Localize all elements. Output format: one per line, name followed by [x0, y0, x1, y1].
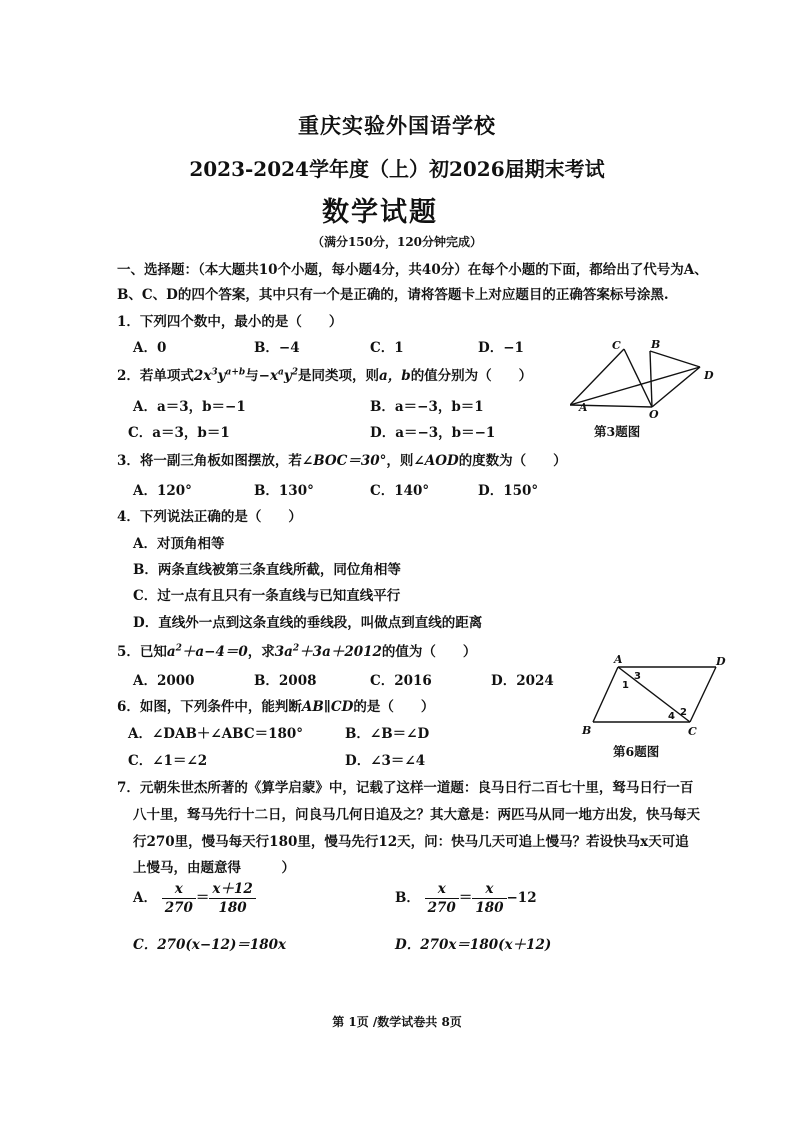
q2-option-a: A．a＝3，b＝−1 [133, 399, 246, 415]
q5-stem [117, 640, 476, 660]
q7-option-a-label: A． [133, 890, 157, 906]
fraction: $\frac{x}{270}$ [425, 880, 459, 917]
q7-line3: 行270里，慢马每天行180里，慢马先行12天，问：快马几天可追上慢马？若设快马x天可追 [133, 834, 689, 850]
q6-stem [117, 695, 434, 715]
label-angle-4: 4 [668, 711, 675, 722]
q5-expression: $3a^2+3a+2012$ [274, 643, 382, 660]
q4-option-d: D．直线外一点到这条直线的垂线段，叫做点到直线的距离 [133, 615, 483, 631]
q5-mid: ，求 [247, 644, 275, 660]
q5-tail: 的值为（ ） [381, 644, 477, 660]
q2-option-c: C．a＝3，b＝1 [128, 425, 230, 441]
q6-option-a: A．∠DAB＋∠ABC＝180° [128, 726, 303, 742]
q6-option-b: B．∠B＝∠D [345, 726, 430, 742]
q7-option-b: B． $\frac{x}{270}$ ＝ $\frac{x}{180}$ −12 [395, 881, 537, 916]
q6-option-c: C．∠1＝∠2 [128, 753, 208, 769]
q2-option-d: D．a＝−3，b＝−1 [370, 425, 496, 441]
label-C: C [688, 725, 697, 738]
page-footer: 第 1页 /数学试卷共 8页 [332, 1015, 462, 1029]
q7-line2: 八十里，驽马先行十二日，问良马几何日追及之？其大意是：两匹马从同一地方出发，快马每天 [133, 807, 700, 823]
school-name: 重庆实验外国语学校 [298, 113, 496, 138]
section-intro-line1: 一、选择题：（本大题共10个小题，每小题4分，共40分）在每个小题的下面，都给出了代号为A、 [117, 262, 708, 278]
line-OD [652, 367, 700, 407]
q2-mid: 与 [245, 368, 259, 384]
q5-condition: $a^2+a-4=0$ [166, 643, 248, 660]
line-DC [690, 667, 716, 722]
label-A: A [579, 401, 588, 414]
q1-option-a: A．0 [133, 340, 167, 356]
line-AB [593, 667, 618, 722]
q2-option-b: B．a＝−3，b＝1 [370, 399, 484, 415]
label-D: D [704, 369, 714, 382]
q4-option-b: B．两条直线被第三条直线所截，同位角相等 [133, 562, 401, 578]
q4-option-c: C．过一点有且只有一条直线与已知直线平行 [133, 588, 401, 604]
q3-stem-pre: 3．将一副三角板如图摆放，若 [117, 453, 302, 469]
label-angle-2: 2 [680, 707, 687, 718]
q5-option-d: D．2024 [491, 673, 554, 689]
label-B: B [582, 724, 592, 737]
q6-stem-post: 的是（ ） [353, 699, 435, 715]
q4-option-a: A．对顶角相等 [133, 536, 225, 552]
q6-figure-caption: 第6题图 [613, 744, 660, 759]
label-O: O [649, 408, 659, 421]
q5-option-a: A．2000 [133, 673, 195, 689]
q7-option-b-label: B． [395, 890, 420, 906]
fraction: $\frac{x}{270}$ [162, 880, 196, 917]
q5-number: 5． [117, 644, 140, 660]
q6-option-d: D．∠3＝∠4 [345, 753, 426, 769]
q3-stem [117, 449, 567, 469]
q7-option-c: C．270(x−12)＝180x [133, 937, 287, 953]
q2-expr1: $2x^3y^{a+b}$ [193, 367, 246, 384]
q7-line4: 上慢马，由题意得 ） [133, 860, 295, 876]
q2-pre: 若单项式 [139, 368, 194, 384]
q5-option-b: B．2008 [254, 673, 317, 689]
q6-parallel: AB∥CD [301, 699, 354, 715]
q2-ab: a，b [379, 368, 411, 384]
q3-option-d: D．150° [478, 483, 539, 499]
q6-stem-pre: 6．如图，下列条件中，能判断 [117, 699, 302, 715]
q2-expr2: $-x^ay^2$ [258, 367, 298, 384]
fraction: $\frac{x+12}{180}$ [209, 880, 255, 917]
q3-option-b: B．130° [254, 483, 314, 499]
q2-tail: 的值分别为（ ） [410, 368, 533, 384]
q3-option-a: A．120° [133, 483, 192, 499]
q3-stem-post: 的度数为（ ） [458, 453, 567, 469]
label-angle-1: 1 [622, 680, 629, 691]
exam-title: 2023-2024学年度（上）初2026届期末考试 [189, 157, 605, 181]
q3-figure-caption: 第3题图 [594, 424, 641, 439]
q7-line1: 7．元朝朱世杰所著的《算学启蒙》中，记载了这样一道题：良马日行二百七十里，驽马日行一百 [117, 780, 694, 796]
q7-option-a: A． $\frac{x}{270}$ ＝ $\frac{x+12}{180}$ [133, 880, 256, 917]
subject-title: 数学试题 [322, 197, 438, 228]
label-B: B [651, 338, 661, 351]
q1-option-b: B．−4 [254, 340, 300, 356]
label-C: C [612, 339, 621, 352]
q4-stem: 4．下列说法正确的是（ ） [117, 509, 302, 525]
label-A: A [614, 653, 623, 666]
q5-pre: 已知 [139, 644, 167, 660]
line-BO [650, 351, 652, 407]
q2-number: 2． [117, 368, 140, 384]
label-angle-3: 3 [634, 671, 641, 682]
label-D: D [716, 655, 726, 668]
q1-option-c: C．1 [370, 340, 404, 356]
q2-post: 是同类项，则 [298, 368, 379, 384]
q3-angle-aod: ∠AOD [413, 453, 459, 469]
q2-stem [117, 364, 532, 384]
q3-option-c: C．140° [370, 483, 430, 499]
section-intro-line2: B、C、D的四个答案，其中只有一个是正确的，请将答题卡上对应题目的正确答案标号涂黑. [117, 287, 669, 303]
line-CO [624, 349, 652, 407]
q6-figure [578, 652, 728, 742]
q7-option-d: D．270x＝180(x＋12) [395, 937, 552, 953]
q5-option-c: C．2016 [370, 673, 432, 689]
q1-option-d: D．−1 [478, 340, 524, 356]
fraction: $\frac{x}{180}$ [472, 880, 506, 917]
q3-stem-mid: ，则 [386, 453, 414, 469]
q3-angle-boc: ∠BOC＝30° [301, 453, 387, 469]
line-BD [650, 351, 700, 367]
q1-stem: 1．下列四个数中，最小的是（ ） [117, 314, 343, 330]
score-note: （满分150分，120分钟完成） [311, 235, 483, 249]
